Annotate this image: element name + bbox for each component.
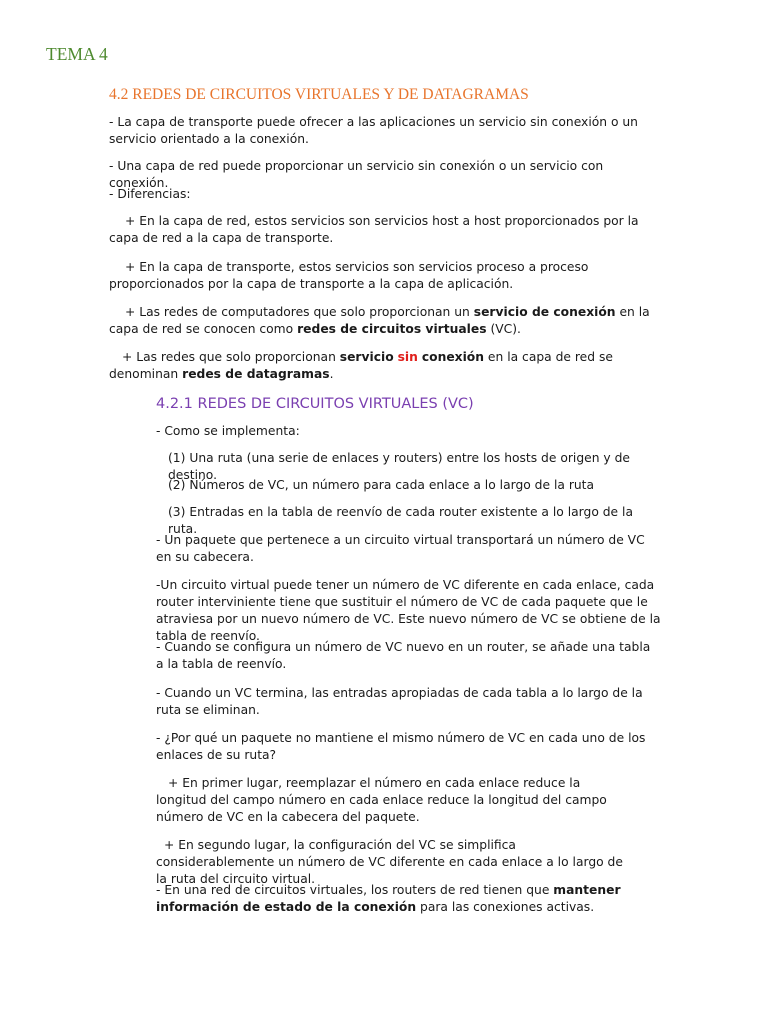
chapter-title: TEMA 4 <box>46 44 108 64</box>
list-item-forwarding-entries: (3) Entradas en la tabla de reenvío de cada router existente a lo largo de la ruta. <box>168 505 633 536</box>
list-item-route: (1) Una ruta (una serie de enlaces y routers) entre los hosts de origen y de destino. <box>168 451 630 482</box>
paragraph-connection-state: - En una red de circuitos virtuales, los routers de red tienen que mantener información de estado de la conexión para las conexiones activas. <box>156 883 621 914</box>
paragraph-datagram-networks: + Las redes que solo proporcionan servicio sin conexión en la capa de red se denominan redes de datagramas. <box>109 350 613 381</box>
paragraph-transport-service: - La capa de transporte puede ofrecer a las aplicaciones un servicio sin conexión o un servicio orientado a la conexión. <box>109 115 638 146</box>
paragraph-implementation: - Como se implementa: <box>156 424 300 438</box>
list-item-vc-numbers: (2) Números de VC, un número para cada enlace a lo largo de la ruta <box>168 478 595 492</box>
paragraph-network-service: - Una capa de red puede proporcionar un servicio sin conexión o un servicio con conexión. <box>109 159 604 190</box>
paragraph-network-layer: + En la capa de red, estos servicios son servicios host a host proporcionados por la capa de red a la capa de transporte. <box>109 214 639 245</box>
paragraph-transport-layer: + En la capa de transporte, estos servicios son servicios proceso a proceso proporcionados por la capa de transporte a la capa de aplicación. <box>109 260 589 291</box>
paragraph-vc-teardown: - Cuando un VC termina, las entradas apropiadas de cada tabla a lo largo de la ruta se eliminan. <box>156 686 643 717</box>
paragraph-differences: - Diferencias: <box>109 187 191 201</box>
paragraph-vc-per-link: -Un circuito virtual puede tener un número de VC diferente en cada enlace, cada router interviniente tiene que sustituir el número de VC de cada paquete que le atraviesa por un nuevo número de VC. Este nuevo número de VC se obtiene de la tabla de reenvío. <box>156 578 661 643</box>
paragraph-vc-setup: - Cuando se configura un número de VC nuevo en un router, se añade una tabla a la tabla de reenvío. <box>156 640 651 671</box>
subsection-heading: 4.2.1 REDES DE CIRCUITOS VIRTUALES (VC) <box>156 396 474 412</box>
section-heading: 4.2 REDES DE CIRCUITOS VIRTUALES Y DE DATAGRAMAS <box>109 86 529 103</box>
paragraph-virtual-circuit-networks: + Las redes de computadores que solo proporcionan un servicio de conexión en la capa de red se conocen como redes de circuitos virtuales (VC). <box>109 305 650 336</box>
highlight-sin: sin <box>397 350 418 364</box>
paragraph-why-question: - ¿Por qué un paquete no mantiene el mismo número de VC en cada uno de los enlaces de su ruta? <box>156 731 646 762</box>
paragraph-first-reason: + En primer lugar, reemplazar el número en cada enlace reduce la longitud del campo número en cada enlace reduce la longitud del campo número de VC en la cabecera del paquete. <box>156 776 607 824</box>
paragraph-second-reason: + En segundo lugar, la configuración del VC se simplifica considerablemente un número de VC diferente en cada enlace a lo largo de la ruta del circuito virtual. <box>156 838 623 886</box>
paragraph-packet-vc-number: - Un paquete que pertenece a un circuito virtual transportará un número de VC en su cabecera. <box>156 533 645 564</box>
